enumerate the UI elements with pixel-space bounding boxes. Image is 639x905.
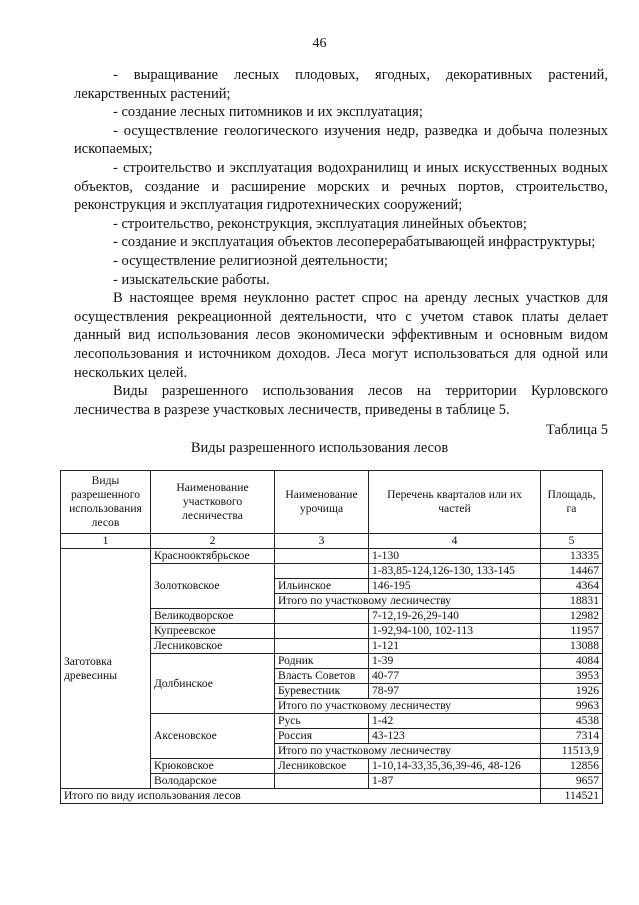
subtotal-area: 9963: [541, 699, 603, 714]
area-cell: 11957: [541, 624, 603, 639]
paragraph: - создание и эксплуатация объектов лесоперерабатывающей инфраструктуры;: [113, 234, 596, 251]
tract-cell: [275, 624, 369, 639]
area-cell: 4538: [541, 714, 603, 729]
district-cell: Крюковское: [151, 759, 275, 774]
header-cell: Виды разрешенного использования лесов: [61, 471, 151, 534]
table-caption: Таблица 5: [545, 422, 608, 438]
column-number: 4: [369, 534, 541, 549]
area-cell: 3953: [541, 669, 603, 684]
quarters-cell: 43-123: [369, 729, 541, 744]
header-cell: Перечень кварталов или их частей: [369, 471, 541, 534]
grand-total-row: [61, 789, 603, 804]
area-cell: 12982: [541, 609, 603, 624]
table-row: [61, 549, 603, 564]
header-cell: Наименование участкового лесничества: [151, 471, 275, 534]
column-number-row: [61, 534, 603, 549]
district-cell: Володарское: [151, 774, 275, 789]
area-cell: 4364: [541, 579, 603, 594]
tract-cell: Россия: [275, 729, 369, 744]
district-cell: Золотковское: [151, 564, 275, 609]
area-cell: 4084: [541, 654, 603, 669]
tract-cell: Ильинское: [275, 579, 369, 594]
district-cell: Долбинское: [151, 654, 275, 714]
paragraph: В настоящее время неуклонно растет спрос на аренду лесных участков для осуществления рекреационной деятельности, что с учетом ставок платы делает данный вид использования лесов экономически эффективным и основным видом лесопользования и источником доходов. Леса могут использоваться для одной или нескольких целей.: [74, 290, 608, 381]
quarters-cell: 7-12,19-26,29-140: [369, 609, 541, 624]
tract-cell: Буревестник: [275, 684, 369, 699]
tract-cell: [275, 549, 369, 564]
quarters-cell: 1-42: [369, 714, 541, 729]
paragraph: - создание лесных питомников и их эксплуатация;: [113, 104, 423, 121]
quarters-cell: 1-10,14-33,35,36,39-46, 48-126: [369, 759, 541, 774]
forest-use-table: [60, 470, 603, 804]
area-cell: 12856: [541, 759, 603, 774]
header-cell: Площадь, га: [541, 471, 603, 534]
area-cell: 14467: [541, 564, 603, 579]
tract-cell: Лесниковское: [275, 759, 369, 774]
header-cell: Наименование урочища: [275, 471, 369, 534]
area-cell: 13088: [541, 639, 603, 654]
tract-cell: [275, 639, 369, 654]
quarters-cell: 1-87: [369, 774, 541, 789]
column-number: 5: [541, 534, 603, 549]
table-header-row: [61, 471, 603, 534]
grand-total-label: Итого по виду использования лесов: [61, 789, 541, 804]
tract-cell: [275, 609, 369, 624]
tract-cell: [275, 774, 369, 789]
quarters-cell: 1-92,94-100, 102-113: [369, 624, 541, 639]
district-cell: Краснооктябрьское: [151, 549, 275, 564]
paragraph: - осуществление геологического изучения недр, разведка и добыча полезных ископаемых;: [74, 122, 608, 158]
column-number: 3: [275, 534, 369, 549]
paragraph: - строительство, реконструкция, эксплуатация линейных объектов;: [113, 215, 527, 232]
subtotal-label: Итого по участковому лесничеству: [275, 594, 541, 609]
column-number: 2: [151, 534, 275, 549]
quarters-cell: 1-130: [369, 549, 541, 564]
quarters-cell: 1-39: [369, 654, 541, 669]
quarters-cell: 146-195: [369, 579, 541, 594]
paragraph: - осуществление религиозной деятельности;: [113, 252, 388, 269]
area-cell: 7314: [541, 729, 603, 744]
district-cell: Лесниковское: [151, 639, 275, 654]
district-cell: Аксеновское: [151, 714, 275, 759]
area-cell: 9657: [541, 774, 603, 789]
subtotal-label: Итого по участковому лесничеству: [275, 699, 541, 714]
paragraph: - строительство и эксплуатация водохранилищ и иных искусственных водных объектов, создание и расширение морских и речных портов, строительство, реконструкция и эксплуатация гидротехнических сооружений;: [74, 159, 608, 214]
quarters-cell: 1-121: [369, 639, 541, 654]
tract-cell: Родник: [275, 654, 369, 669]
tract-cell: Русь: [275, 714, 369, 729]
paragraph: Виды разрешенного использования лесов на территории Курловского лесничества в разрезе участковых лесничеств, приведены в таблице 5.: [74, 383, 608, 418]
subtotal-label: Итого по участковому лесничеству: [275, 744, 541, 759]
district-cell: Великодворское: [151, 609, 275, 624]
column-number: 1: [61, 534, 151, 549]
paragraph: - изыскательские работы.: [113, 271, 270, 288]
table-title: Виды разрешенного использования лесов: [190, 440, 449, 456]
subtotal-area: 18831: [541, 594, 603, 609]
area-cell: 1926: [541, 684, 603, 699]
use-type-cell: Заготовка древесины: [61, 549, 151, 789]
tract-cell: Власть Советов: [275, 669, 369, 684]
quarters-cell: 40-77: [369, 669, 541, 684]
subtotal-area: 11513,9: [541, 744, 603, 759]
grand-total-area: 114521: [541, 789, 603, 804]
quarters-cell: 78-97: [369, 684, 541, 699]
quarters-cell: 1-83,85-124,126-130, 133-145: [369, 564, 541, 579]
area-cell: 13335: [541, 549, 603, 564]
tract-cell: [275, 564, 369, 579]
page-number: 46: [312, 36, 327, 51]
paragraph: - выращивание лесных плодовых, ягодных, декоративных растений, лекарственных растений;: [74, 67, 608, 102]
district-cell: Купреевское: [151, 624, 275, 639]
body-text: [74, 66, 608, 419]
